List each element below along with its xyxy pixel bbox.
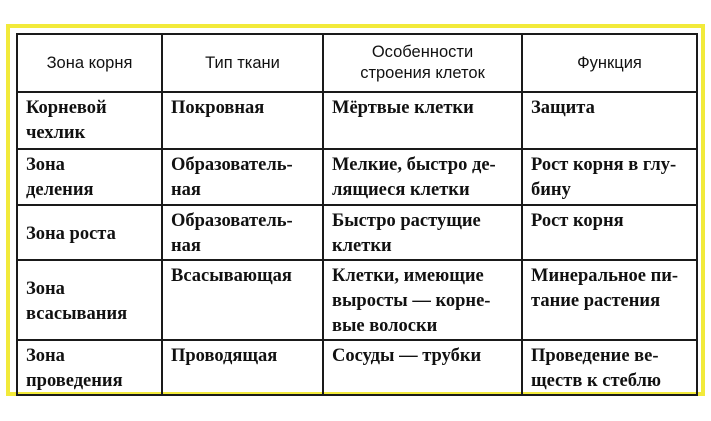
header-tissue: [162, 34, 323, 92]
cell-line: Рост корня в глу-: [531, 155, 677, 175]
cell-tissue: [162, 205, 323, 260]
cell-line: Образователь-: [171, 211, 293, 231]
header-features-line-1: Особенности: [371, 43, 474, 61]
cell-function: [522, 149, 697, 205]
header-tissue-line-1: Тип ткани: [205, 53, 280, 72]
cell-line: Зона: [26, 278, 65, 299]
cell-line: Мёртвые клетки: [332, 98, 474, 118]
cell-line: проведения: [26, 371, 123, 391]
cell-tissue: [162, 92, 323, 149]
header-function: [522, 34, 697, 92]
header-features-line-2: строения клеток: [360, 64, 485, 82]
cell-line: тание растения: [531, 291, 661, 311]
cell-line: Зона: [26, 155, 65, 175]
cell-features: [323, 260, 522, 340]
cell-line: Проводящая: [171, 346, 278, 366]
cell-line: Мелкие, быстро де-: [332, 155, 496, 175]
cell-line: Проведение ве-: [531, 346, 659, 366]
table-row: [17, 149, 697, 205]
cell-line: Клетки, имеющие: [332, 266, 484, 286]
header-zone: [17, 34, 162, 92]
header-features: [323, 34, 522, 92]
cell-tissue: [162, 149, 323, 205]
table-row: [17, 92, 697, 149]
table-row: [17, 260, 697, 340]
cell-line: Рост корня: [531, 211, 624, 231]
cell-zone: [17, 92, 162, 149]
table-row: [17, 205, 697, 260]
cell-line: ная: [171, 236, 201, 256]
cell-features: [323, 149, 522, 205]
header-row: [17, 34, 697, 92]
cell-function: [522, 92, 697, 149]
cell-function: [522, 260, 697, 340]
cell-line: чехлик: [26, 123, 86, 143]
header-function-line-1: Функция: [577, 53, 642, 72]
cell-line: Покровная: [171, 98, 265, 118]
cell-function: [522, 340, 697, 395]
cell-line: ществ к стеблю: [531, 371, 662, 391]
cell-line: Сосуды — трубки: [332, 346, 482, 366]
cell-line: деления: [26, 180, 94, 200]
cell-line: Зона: [26, 346, 65, 366]
cell-features: [323, 340, 522, 395]
cell-line: Зона роста: [26, 223, 116, 244]
cell-function: [522, 205, 697, 260]
cell-line: ная: [171, 180, 201, 200]
cell-line: Образователь-: [171, 155, 293, 175]
root-zones-table: [16, 33, 698, 396]
cell-zone: [17, 260, 162, 340]
cell-line: клетки: [332, 236, 392, 256]
cell-line: вые волоски: [332, 316, 438, 336]
cell-zone: [17, 205, 162, 260]
cell-line: выросты — корне-: [332, 291, 491, 311]
cell-line: Всасывающая: [171, 266, 292, 286]
cell-line: Быстро растущие: [332, 211, 481, 231]
header-zone-line-1: Зона корня: [46, 53, 133, 72]
cell-line: Защита: [531, 98, 595, 118]
cell-zone: [17, 340, 162, 395]
cell-features: [323, 92, 522, 149]
cell-line: всасывания: [26, 303, 128, 324]
cell-line: бину: [531, 180, 571, 200]
cell-line: Корневой: [26, 98, 107, 118]
cell-features: [323, 205, 522, 260]
cell-tissue: [162, 260, 323, 340]
cell-line: лящиеся клетки: [332, 180, 470, 200]
table-row: [17, 340, 697, 395]
cell-zone: [17, 149, 162, 205]
cell-line: Минеральное пи-: [531, 266, 679, 286]
cell-tissue: [162, 340, 323, 395]
